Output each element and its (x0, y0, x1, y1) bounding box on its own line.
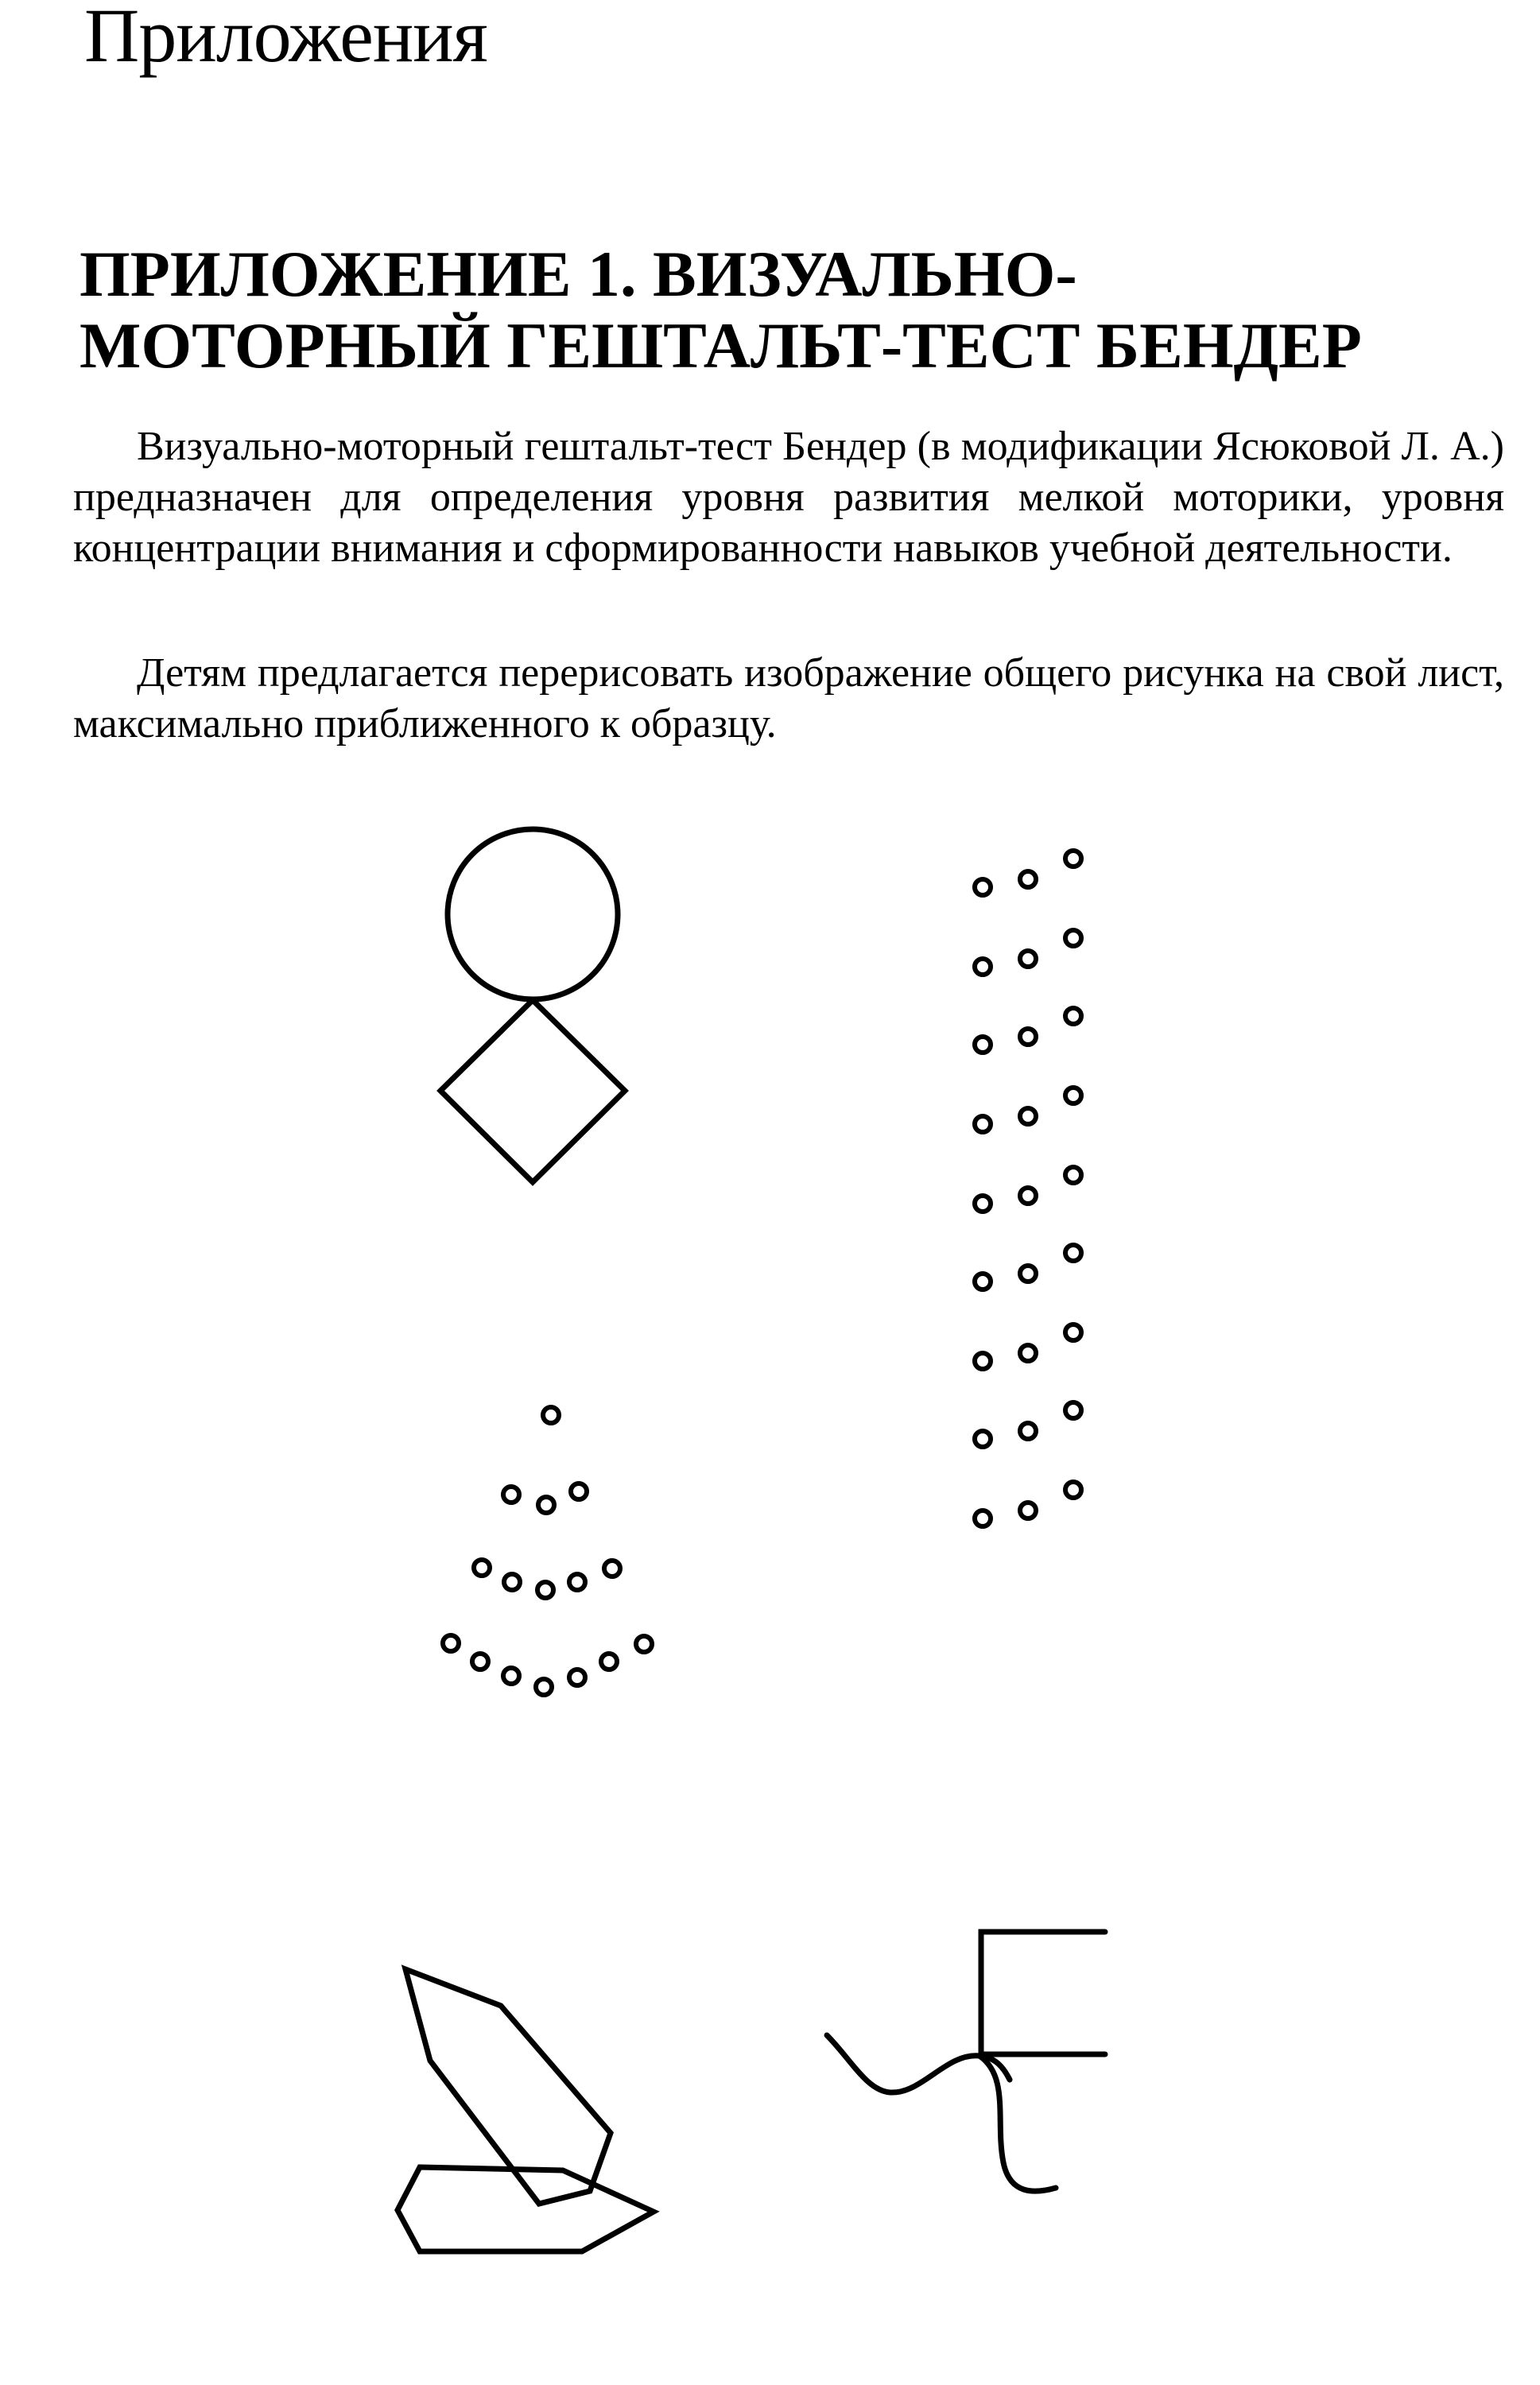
figure-diamond (440, 1000, 625, 1182)
chevron-dot (601, 1654, 617, 1670)
grid-dot (1020, 1188, 1036, 1204)
grid-dot (975, 1353, 991, 1369)
figure-flat-hexagon (398, 2167, 654, 2251)
chevron-dot (537, 1582, 553, 1598)
chevron-dot (636, 1636, 652, 1652)
chevron-dot (474, 1560, 490, 1576)
chevron-dot (443, 1635, 459, 1651)
grid-dot (975, 1431, 991, 1447)
paragraph-intro: Визуально-моторный гештальт-тест Бендер (в модификации Ясюковой Л. А.) предназначен для определения уровня развития мелкой моторики, уровня концентрации внимания и сформированности навыков учебной деятельности. (73, 424, 1504, 571)
grid-dot (1020, 1503, 1036, 1518)
chevron-dot (472, 1654, 488, 1670)
chevron-dot (504, 1574, 520, 1590)
grid-dot (1020, 1266, 1036, 1282)
figure-bracket (981, 1932, 1105, 2054)
grid-dot (1020, 951, 1036, 967)
grid-dot (1065, 1402, 1081, 1418)
chevron-dot (571, 1483, 587, 1499)
chevron-dot (604, 1561, 620, 1576)
grid-dot (975, 959, 991, 975)
grid-dot (1020, 1345, 1036, 1361)
chevron-dot (503, 1487, 519, 1503)
appendix-title: ПРИЛОЖЕНИЕ 1. ВИЗУАЛЬНО-МОТОРНЫЙ ГЕШТАЛЬТ-ТЕСТ БЕНДЕР (80, 238, 1362, 382)
paragraph-instruction: Детям предлагается перерисовать изображение общего рисунка на свой лист, максимально приближенного к образцу. (73, 650, 1504, 747)
running-head: Приложения (84, 0, 487, 78)
grid-dot (1065, 1324, 1081, 1340)
grid-dot (1065, 1482, 1081, 1498)
chevron-dot (538, 1497, 554, 1513)
grid-dot (1020, 1423, 1036, 1439)
chevron-dot (543, 1407, 559, 1423)
grid-dot (1020, 1029, 1036, 1045)
grid-dot (975, 879, 991, 895)
figure-wave-bracket (827, 1932, 1105, 2191)
figure-circle-diamond (440, 829, 625, 1182)
grid-dot (1065, 1245, 1081, 1261)
chevron-dot (569, 1670, 585, 1685)
grid-dot (1065, 930, 1081, 946)
figure-dot-grid (975, 851, 1081, 1526)
chevron-dot (503, 1668, 519, 1684)
grid-dot (1065, 1167, 1081, 1183)
grid-dot (1065, 1088, 1081, 1103)
figure-circle (448, 829, 618, 999)
grid-dot (975, 1116, 991, 1132)
grid-dot (1020, 1108, 1036, 1124)
grid-dot (1065, 851, 1081, 867)
grid-dot (1020, 871, 1036, 887)
grid-dot (975, 1037, 991, 1053)
figure-dot-chevrons (443, 1407, 652, 1695)
chevron-dot (569, 1574, 585, 1590)
figure-vertical-curve (979, 2056, 1056, 2191)
chevron-dot (536, 1679, 552, 1695)
grid-dot (1065, 1008, 1081, 1024)
figure-crossing-polygons (398, 1969, 654, 2251)
grid-dot (975, 1510, 991, 1526)
grid-dot (975, 1196, 991, 1212)
grid-dot (975, 1274, 991, 1289)
